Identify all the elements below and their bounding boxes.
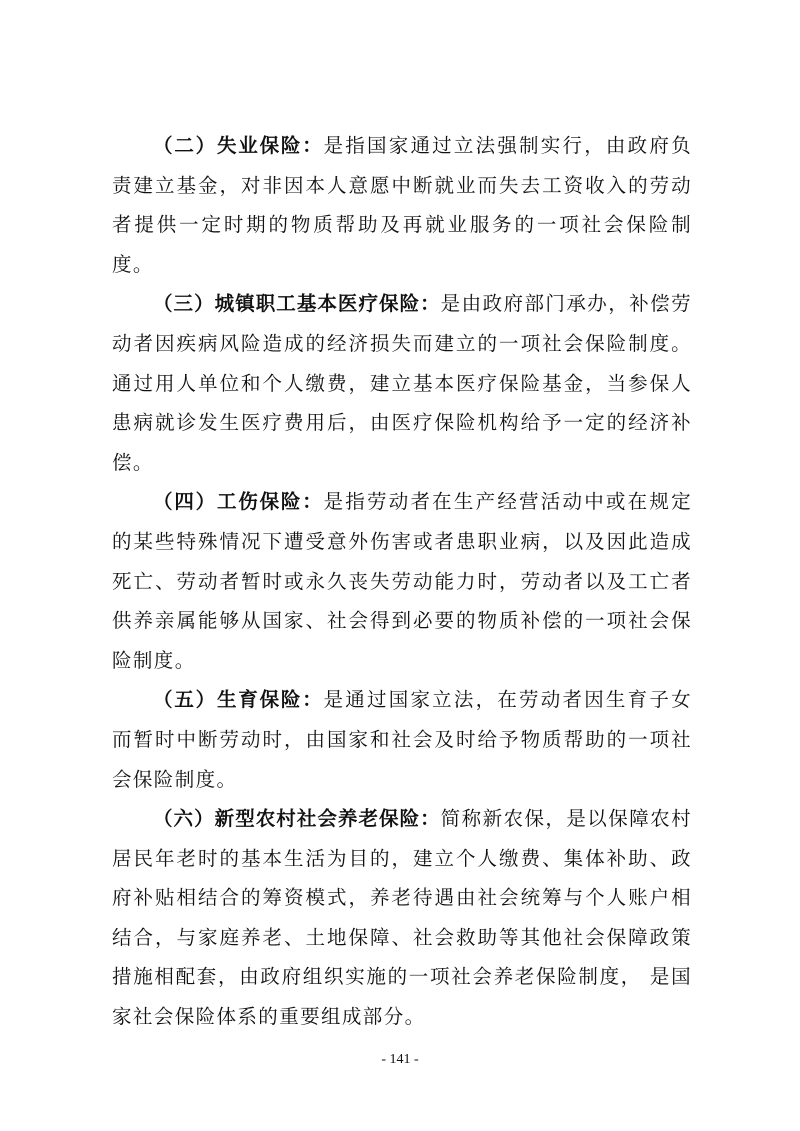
term-medical-insurance: （三）城镇职工基本医疗保险： bbox=[153, 292, 441, 316]
definition-rural-pension-insurance: 简称新农保，是以保障农村居民年老时的基本生活为目的，建立个人缴费、集体补助、政府补贴相结合的筹资模式，养老待遇由社会统筹与个人账户相结合，与家庭养老、土地保障、社会救助等其他社会保障政策措施相配套，由政府组织实施的一项社会养老保险制度， 是国家社会保险体系的重要组成部分。 bbox=[112, 807, 692, 1029]
term-unemployment-insurance: （二）失业保险： bbox=[153, 134, 324, 157]
paragraph-medical-insurance bbox=[112, 284, 692, 482]
definition-unemployment-insurance: 是指国家通过立法强制实行，由政府负责建立基金，对非因本人意愿中断就业而失去工资收入的劳动者提供一定时期的物质帮助及再就业服务的一项社会保险制度。 bbox=[112, 134, 692, 276]
definition-medical-insurance: 是由政府部门承办，补偿劳动者因疾病风险造成的经济损失而建立的一项社会保险制度。通过用人单位和个人缴费，建立基本医疗保险基金，当参保人患病就诊发生医疗费用后，由医疗保险机构给予一定的经济补偿。 bbox=[112, 292, 692, 474]
page-number: - 141 - bbox=[381, 1052, 419, 1067]
term-work-injury-insurance: （四）工伤保险： bbox=[153, 490, 324, 514]
paragraph-work-injury-insurance bbox=[112, 482, 692, 680]
document-body bbox=[112, 126, 692, 1037]
paragraph-maternity-insurance bbox=[112, 680, 692, 799]
paragraph-unemployment-insurance bbox=[112, 126, 692, 284]
term-rural-pension-insurance: （六）新型农村社会养老保险： bbox=[153, 807, 441, 831]
term-maternity-insurance: （五）生育保险： bbox=[153, 688, 324, 712]
definition-maternity-insurance: 是通过国家立法，在劳动者因生育子女而暂时中断劳动时，由国家和社会及时给予物质帮助的一项社会保险制度。 bbox=[112, 688, 692, 791]
definition-work-injury-insurance: 是指劳动者在生产经营活动中或在规定的某些特殊情况下遭受意外伤害或者患职业病，以及因此造成死亡、劳动者暂时或永久丧失劳动能力时，劳动者以及工亡者供养亲属能够从国家、社会得到必要的物质补偿的一项社会保险制度。 bbox=[112, 490, 692, 672]
paragraph-rural-pension-insurance bbox=[112, 799, 692, 1037]
